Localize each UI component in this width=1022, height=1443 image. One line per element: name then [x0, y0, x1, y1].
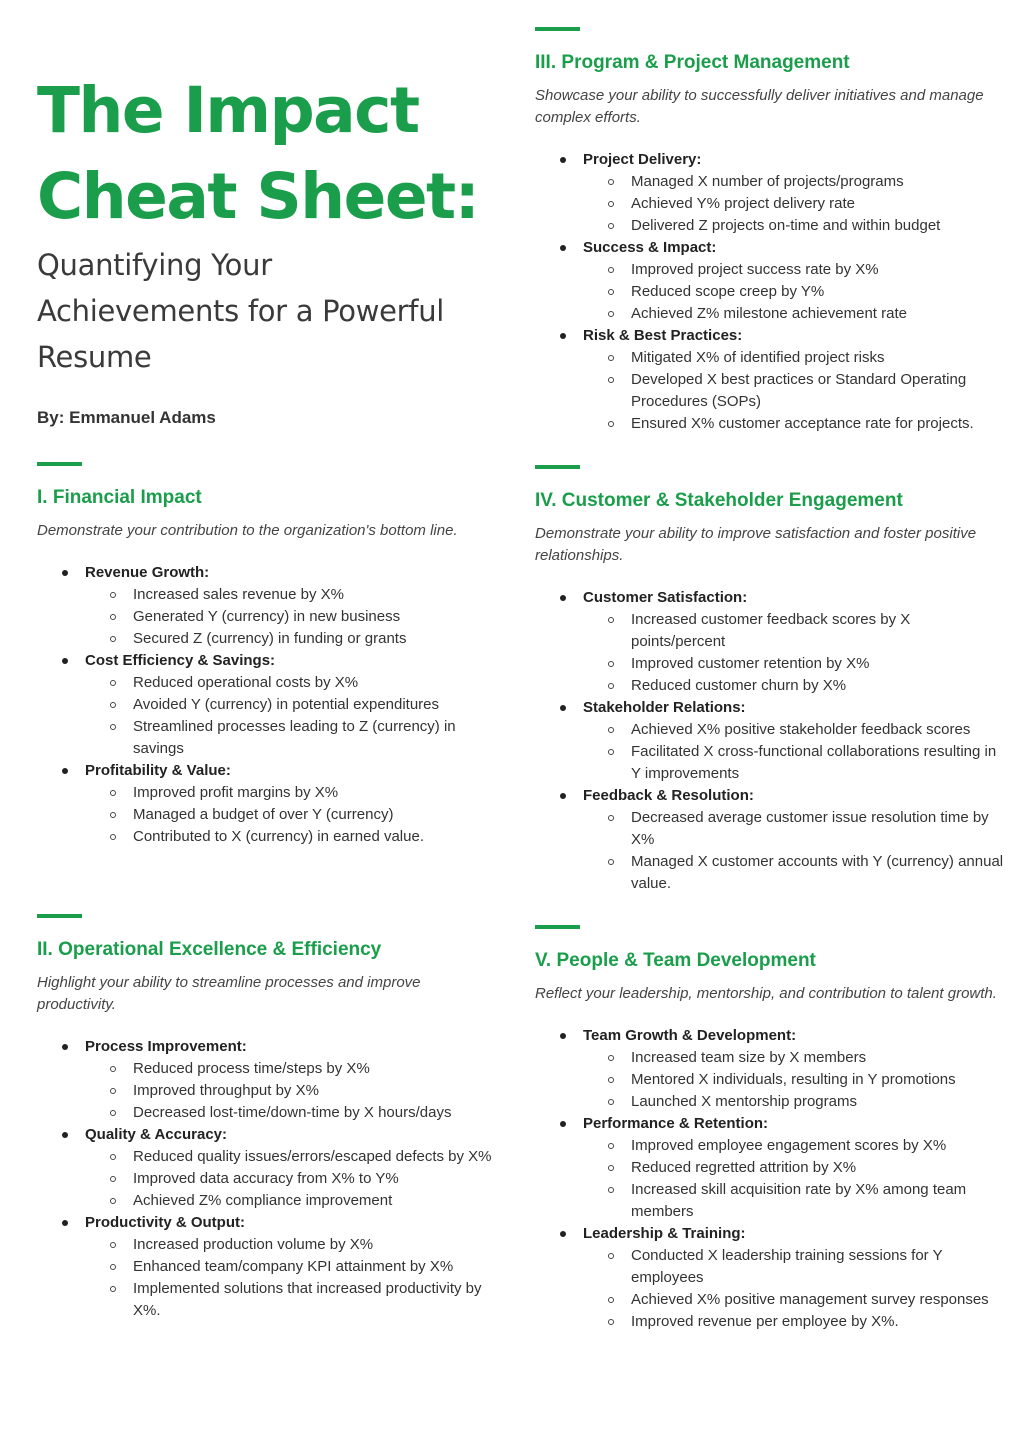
title-line-2: Cheat Sheet: [37, 160, 479, 233]
list-item: Launched X mentorship programs [583, 1091, 1005, 1113]
title-line-1: The Impact [37, 74, 419, 147]
author: By: Emmanuel Adams [37, 408, 216, 427]
list-item: Achieved X% positive management survey responses [583, 1289, 1005, 1311]
list-item: Increased skill acquisition rate by X% among team members [583, 1179, 1005, 1223]
category-label: Profitability & Value: [85, 762, 231, 779]
category-label: Feedback & Resolution: [583, 787, 754, 804]
list-item: Reduced process time/steps by X% [85, 1058, 492, 1080]
category [37, 1212, 492, 1322]
category [535, 587, 1005, 697]
category [535, 237, 1005, 325]
category-label: Performance & Retention: [583, 1115, 769, 1132]
list-item: Achieved X% positive stakeholder feedback scores [583, 719, 1005, 741]
subtitle-line-2: Achievements for a Powerful [37, 294, 445, 328]
list-item: Improved customer retention by X% [583, 653, 1005, 675]
section-title: I. Financial Impact [37, 487, 202, 508]
category-label: Success & Impact: [583, 239, 717, 256]
section-description: Showcase your ability to successfully deliver initiatives and manage complex efforts. [535, 87, 984, 126]
list-item: Improved project success rate by X% [583, 259, 1005, 281]
list-item: Decreased lost-time/down-time by X hours/days [85, 1102, 492, 1124]
list-item: Increased production volume by X% [85, 1234, 492, 1256]
category-label: Team Growth & Development: [583, 1027, 797, 1044]
category-label: Leadership & Training: [583, 1225, 746, 1242]
list-item: Conducted X leadership training sessions for Y employees [583, 1245, 1005, 1289]
category [535, 1113, 1005, 1223]
list-item: Managed a budget of over Y (currency) [85, 804, 492, 826]
list-item: Increased sales revenue by X% [85, 584, 492, 606]
section-title: II. Operational Excellence & Efficiency [37, 939, 382, 960]
category-list [37, 562, 492, 848]
list-item: Improved employee engagement scores by X% [583, 1135, 1005, 1157]
category-label: Stakeholder Relations: [583, 699, 746, 716]
section-customer-stakeholder [535, 489, 1005, 895]
category [37, 562, 492, 650]
list-item: Managed X customer accounts with Y (currency) annual value. [583, 851, 1005, 895]
subtitle-line-3: Resume [37, 340, 152, 374]
list-item: Reduced regretted attrition by X% [583, 1157, 1005, 1179]
category [37, 1036, 492, 1124]
list-item: Secured Z (currency) in funding or grants [85, 628, 492, 650]
list-item: Contributed to X (currency) in earned value. [85, 826, 492, 848]
list-item: Developed X best practices or Standard Operating Procedures (SOPs) [583, 369, 1005, 413]
list-item: Reduced scope creep by Y% [583, 281, 1005, 303]
right-column [535, 0, 1005, 1333]
category-label: Customer Satisfaction: [583, 589, 748, 606]
category-list [535, 587, 1005, 895]
section-title: V. People & Team Development [535, 950, 816, 971]
left-column [37, 0, 492, 1322]
list-item: Enhanced team/company KPI attainment by X% [85, 1256, 492, 1278]
list-item: Avoided Y (currency) in potential expenditures [85, 694, 492, 716]
list-item: Delivered Z projects on-time and within budget [583, 215, 1005, 237]
category-label: Revenue Growth: [85, 564, 210, 581]
list-item: Facilitated X cross-functional collaborations resulting in Y improvements [583, 741, 1005, 785]
list-item: Achieved Z% milestone achievement rate [583, 303, 1005, 325]
section-description: Reflect your leadership, mentorship, and contribution to talent growth. [535, 985, 997, 1002]
list-item: Improved data accuracy from X% to Y% [85, 1168, 492, 1190]
list-item: Achieved Z% compliance improvement [85, 1190, 492, 1212]
list-item: Increased team size by X members [583, 1047, 1005, 1069]
list-item: Improved revenue per employee by X%. [583, 1311, 1005, 1333]
category-label: Productivity & Output: [85, 1214, 245, 1231]
list-item: Ensured X% customer acceptance rate for projects. [583, 413, 1005, 435]
section-title: IV. Customer & Stakeholder Engagement [535, 490, 903, 511]
list-item: Managed X number of projects/programs [583, 171, 1005, 193]
list-item: Reduced customer churn by X% [583, 675, 1005, 697]
list-item: Generated Y (currency) in new business [85, 606, 492, 628]
list-item: Mitigated X% of identified project risks [583, 347, 1005, 369]
category-label: Risk & Best Practices: [583, 327, 743, 344]
list-item: Increased customer feedback scores by X points/percent [583, 609, 1005, 653]
category [535, 1025, 1005, 1113]
category [37, 760, 492, 848]
section-program-project-management [535, 51, 1005, 435]
section-description: Demonstrate your contribution to the organization's bottom line. [37, 522, 458, 539]
list-item: Mentored X individuals, resulting in Y promotions [583, 1069, 1005, 1091]
subtitle-line-1: Quantifying Your [37, 248, 272, 282]
list-item: Decreased average customer issue resolution time by X% [583, 807, 1005, 851]
category-label: Process Improvement: [85, 1038, 247, 1055]
category [535, 325, 1005, 435]
list-item: Improved throughput by X% [85, 1080, 492, 1102]
category-label: Project Delivery: [583, 151, 702, 168]
list-item: Reduced quality issues/errors/escaped defects by X% [85, 1146, 492, 1168]
category [37, 1124, 492, 1212]
category [535, 785, 1005, 895]
list-item: Achieved Y% project delivery rate [583, 193, 1005, 215]
category-list [37, 1036, 492, 1322]
list-item: Implemented solutions that increased productivity by X%. [85, 1278, 492, 1322]
category-list [535, 1025, 1005, 1333]
section-operational-excellence [37, 938, 492, 1322]
section-description: Demonstrate your ability to improve satisfaction and foster positive relationships. [535, 525, 977, 564]
category [535, 149, 1005, 237]
category [535, 697, 1005, 785]
category-label: Quality & Accuracy: [85, 1126, 227, 1143]
category [535, 1223, 1005, 1333]
section-financial-impact [37, 486, 492, 848]
list-item: Streamlined processes leading to Z (currency) in savings [85, 716, 492, 760]
category-list [535, 149, 1005, 435]
category [37, 650, 492, 760]
section-description: Highlight your ability to streamline processes and improve productivity. [37, 974, 421, 1013]
list-item: Improved profit margins by X% [85, 782, 492, 804]
list-item: Reduced operational costs by X% [85, 672, 492, 694]
category-label: Cost Efficiency & Savings: [85, 652, 276, 669]
section-title: III. Program & Project Management [535, 52, 850, 73]
section-people-team-development [535, 949, 1005, 1333]
